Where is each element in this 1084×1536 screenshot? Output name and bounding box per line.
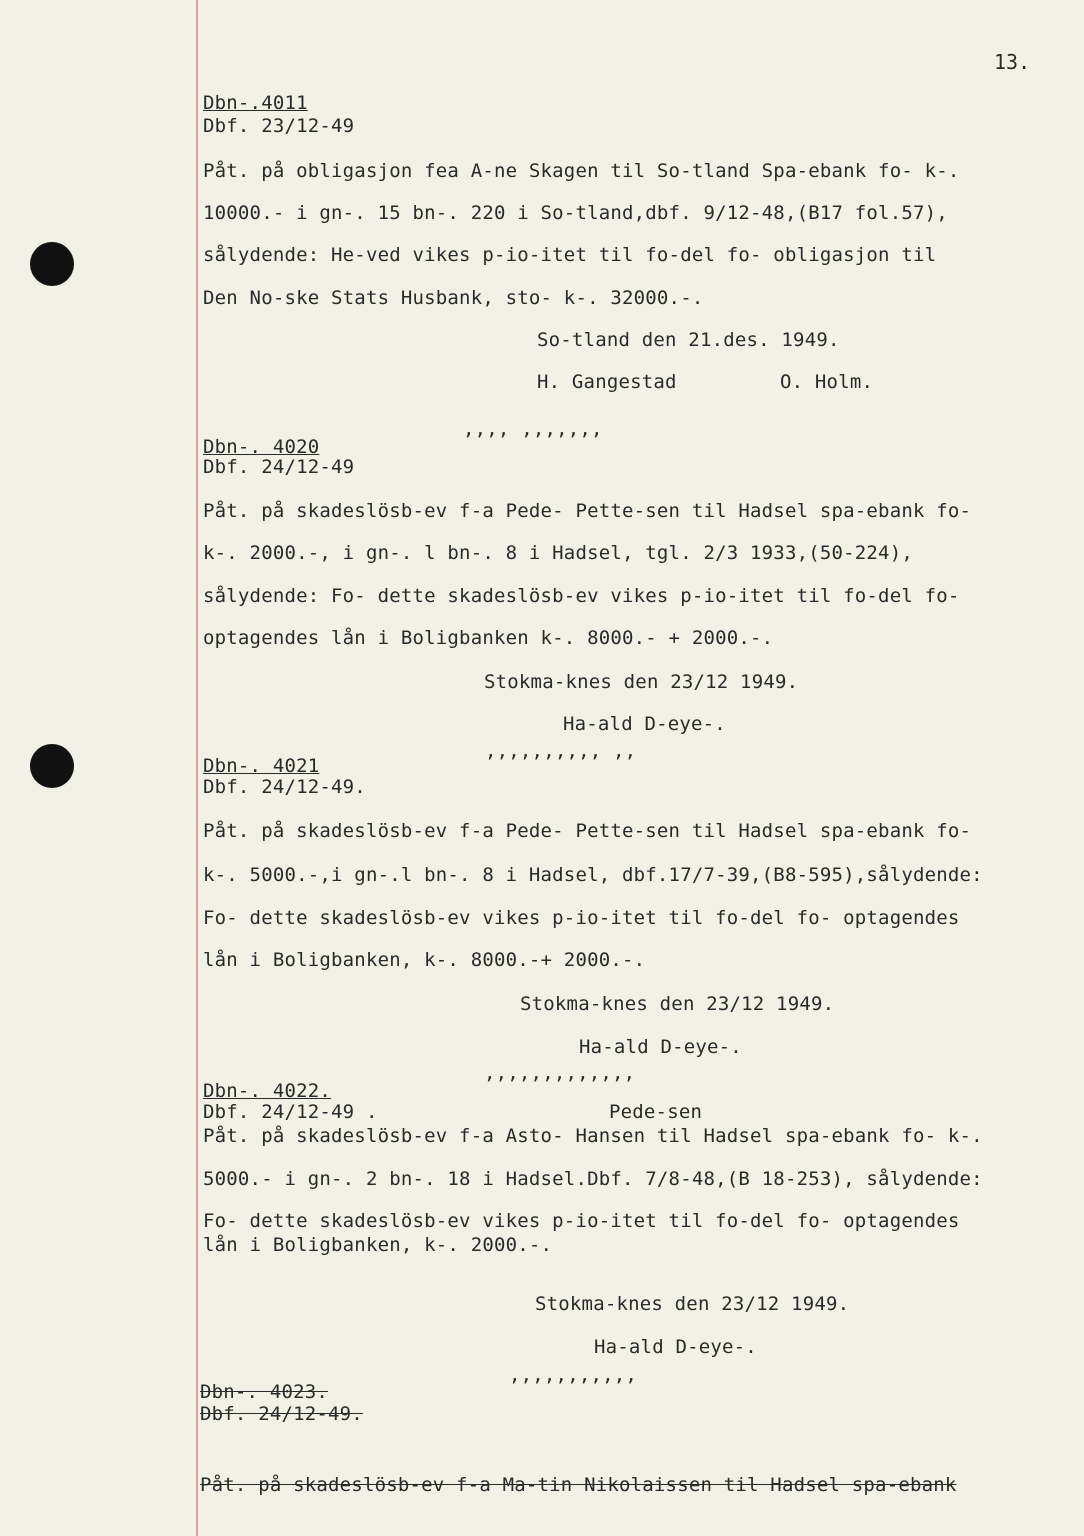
entry-text-line: lån i Boligbanken, k-. 8000.-+ 2000.-. [203,949,646,971]
entry-text-line: Påt. på skadeslösb-ev f-a Pede- Pette-sen til Hadsel spa-ebank fo- [203,500,972,522]
punch-hole [30,744,74,788]
signature: Ha-ald D-eye-. [579,1036,742,1058]
entry-date: Dbf. 24/12-49 . [203,1101,378,1123]
place-date: So-tland den 21.des. 1949. [537,329,840,351]
entry-text-line: 5000.- i gn-. 2 bn-. 18 i Hadsel.Dbf. 7/8-48,(B 18-253), sålydende: [203,1168,983,1190]
entry-text-line: Påt. på skadeslösb-ev f-a Asto- Hansen til Hadsel spa-ebank fo- k-. [203,1125,983,1147]
entry-text-line: Påt. på skadeslösb-ev f-a Pede- Pette-sen til Hadsel spa-ebank fo- [203,820,972,842]
signature: Ha-ald D-eye-. [594,1336,757,1358]
signature-marks: ,,,,,,,,,,, [509,1364,638,1386]
entry-number: Dbn-.4011 [203,92,308,114]
entry-date: Dbf. 23/12-49 [203,115,355,137]
entry-text-line: sålydende: Fo- dette skadeslösb-ev vikes p-io-itet til fo-del fo- [203,585,960,607]
signature-marks: ,,,,,,,,,, ,, [485,740,637,762]
entry-number: Dbn-. 4023. [200,1381,329,1403]
signature: H. Gangestad [537,371,677,393]
signature: Ha-ald D-eye-. [563,713,726,735]
punch-hole [30,242,74,286]
place-date: Stokma-knes den 23/12 1949. [520,993,835,1015]
entry-number: Dbn-. 4022. [203,1080,332,1102]
margin-line [196,0,198,1536]
page-number: 13. [994,50,1031,74]
entry-number: Dbn-. 4021 [203,755,320,777]
entry-date: Dbf. 24/12-49 [203,456,355,478]
entry-text-line: Den No-ske Stats Husbank, sto- k-. 32000.-. [203,287,704,309]
signature-marks: ,,,, ,,,,,,, [463,418,603,440]
handwritten-insert: Pede-sen [609,1101,703,1123]
place-date: Stokma-knes den 23/12 1949. [484,671,799,693]
entry-text-line: lån i Boligbanken, k-. 2000.-. [203,1234,553,1256]
entry-date: Dbf. 24/12-49. [203,776,366,798]
entry-text-line: k-. 2000.-, i gn-. l bn-. 8 i Hadsel, tgl. 2/3 1933,(50-224), [203,542,913,564]
entry-text-line: k-. 5000.-,i gn-.l bn-. 8 i Hadsel, dbf.17/7-39,(B8-595),sålydende: [203,864,983,886]
entry-text-line: Påt. på skadeslösb-ev f-a Ma-tin Nikolaissen til Hadsel spa-ebank [200,1474,957,1496]
place-date: Stokma-knes den 23/12 1949. [535,1293,850,1315]
entry-text-line: Påt. på obligasjon fea A-ne Skagen til So-tland Spa-ebank fo- k-. [203,160,960,182]
signature-marks: ,,,,,,,,,,,,, [484,1062,636,1084]
entry-text-line: 10000.- i gn-. 15 bn-. 220 i So-tland,dbf. 9/12-48,(B17 fol.57), [203,202,948,224]
entry-text-line: sålydende: He-ved vikes p-io-itet til fo-del fo- obligasjon til [203,244,937,266]
entry-text-line: Fo- dette skadeslösb-ev vikes p-io-itet til fo-del fo- optagendes [203,907,960,929]
entry-text-line: optagendes lån i Boligbanken k-. 8000.- + 2000.-. [203,627,774,649]
entry-date: Dbf. 24/12-49. [200,1403,363,1425]
signature: O. Holm. [780,371,874,393]
entry-number: Dbn-. 4020 [203,436,320,458]
entry-text-line: Fo- dette skadeslösb-ev vikes p-io-itet til fo-del fo- optagendes [203,1210,960,1232]
